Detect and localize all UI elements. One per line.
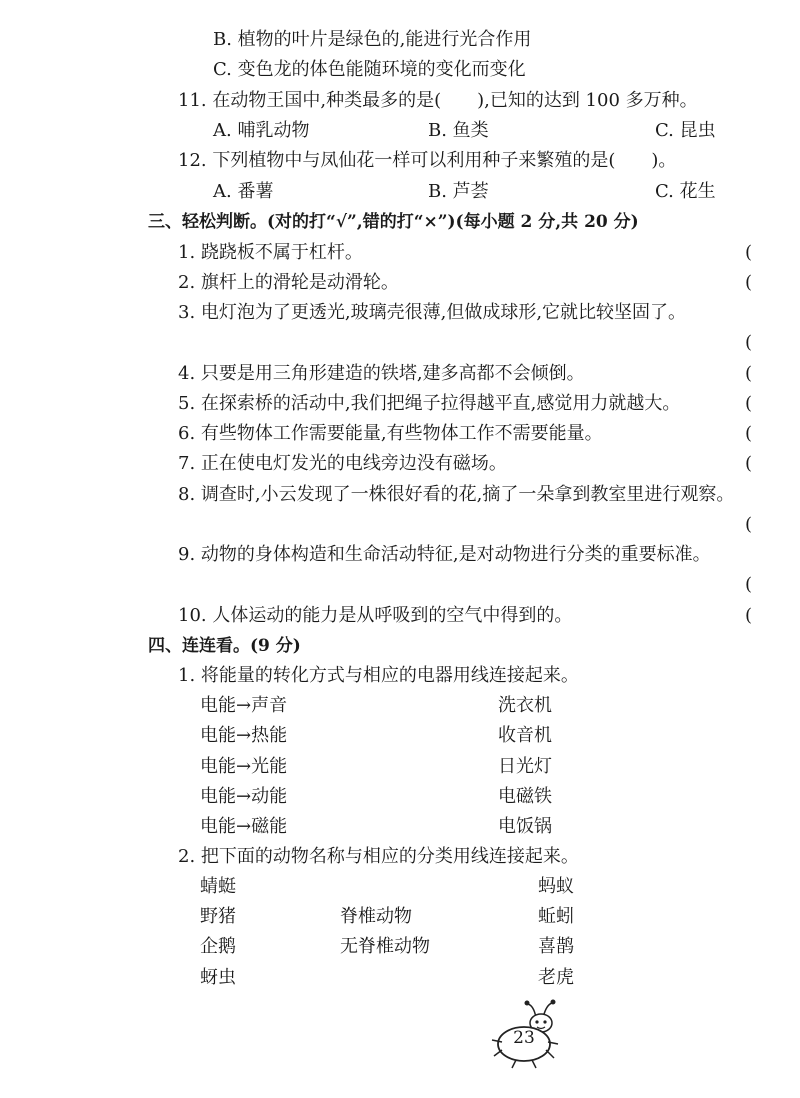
judge-item-3: 3. 电灯泡为了更透光,玻璃壳很薄,但做成球形,它就比较坚固了。	[178, 302, 687, 323]
match1-right-3[interactable]: 日光灯	[498, 756, 552, 777]
match2-left-4[interactable]: 蚜虫	[200, 967, 236, 988]
judge-item-5: 5. 在探索桥的活动中,我们把绳子拉得越平直,感觉用力就越大。	[178, 393, 681, 414]
match1-left-3[interactable]: 电能→光能	[200, 756, 288, 777]
q11-option-a: A. 哺乳动物	[213, 120, 310, 141]
judge-paren-1[interactable]: (	[745, 242, 753, 263]
judge-item-1: 1. 跷跷板不属于杠杆。	[178, 242, 363, 263]
q12-option-a: A. 番薯	[213, 181, 274, 202]
judge-paren-9[interactable]: (	[745, 574, 753, 595]
match1-right-2[interactable]: 收音机	[498, 725, 552, 746]
page-number: 23	[513, 1028, 535, 1048]
section3-title: 三、轻松判断。(对的打“√”,错的打“×”)(每小题 2 分,共 20 分)	[148, 212, 639, 232]
q10-option-c: C. 变色龙的体色能随环境的变化而变化	[213, 59, 526, 80]
match2-left-2[interactable]: 野猪	[200, 906, 236, 927]
match1-left-5[interactable]: 电能→磁能	[200, 816, 288, 837]
match1-right-4[interactable]: 电磁铁	[498, 786, 552, 807]
match1-right-1[interactable]: 洗衣机	[498, 695, 552, 716]
match2-middle-2[interactable]: 无脊椎动物	[340, 936, 430, 957]
judge-item-4: 4. 只要是用三角形建造的铁塔,建多高都不会倾倒。	[178, 363, 585, 384]
match2-left-1[interactable]: 蜻蜓	[200, 876, 236, 897]
judge-paren-4[interactable]: (	[745, 363, 753, 384]
match2-right-4[interactable]: 老虎	[538, 967, 574, 988]
match1-left-1[interactable]: 电能→声音	[200, 695, 288, 716]
q12-stem: 12. 下列植物中与凤仙花一样可以利用种子来繁殖的是( )。	[178, 150, 677, 171]
judge-paren-8[interactable]: (	[745, 514, 753, 535]
q10-option-b: B. 植物的叶片是绿色的,能进行光合作用	[213, 29, 532, 50]
q11-option-b: B. 鱼类	[428, 120, 489, 141]
match2-left-3[interactable]: 企鹅	[200, 936, 236, 957]
judge-paren-5[interactable]: (	[745, 393, 753, 414]
q12-option-c: C. 花生	[655, 181, 716, 202]
judge-paren-2[interactable]: (	[745, 272, 753, 293]
q11-option-c: C. 昆虫	[655, 120, 716, 141]
section4-title: 四、连连看。(9 分)	[148, 636, 301, 656]
match1-right-5[interactable]: 电饭锅	[498, 816, 552, 837]
match1-left-2[interactable]: 电能→热能	[200, 725, 288, 746]
q11-stem: 11. 在动物王国中,种类最多的是( ),已知的达到 100 多万种。	[178, 90, 698, 111]
match1-left-4[interactable]: 电能→动能	[200, 786, 288, 807]
match2-right-1[interactable]: 蚂蚁	[538, 876, 574, 897]
judge-paren-3[interactable]: (	[745, 332, 753, 353]
judge-item-6: 6. 有些物体工作需要能量,有些物体工作不需要能量。	[178, 423, 603, 444]
match2-middle-1[interactable]: 脊椎动物	[340, 906, 412, 927]
judge-item-7: 7. 正在使电灯发光的电线旁边没有磁场。	[178, 453, 507, 474]
page-number-badge	[488, 998, 568, 1072]
judge-item-8: 8. 调查时,小云发现了一株很好看的花,摘了一朵拿到教室里进行观察。	[178, 484, 735, 505]
judge-item-2: 2. 旗杆上的滑轮是动滑轮。	[178, 272, 399, 293]
match2-right-2[interactable]: 蚯蚓	[538, 906, 574, 927]
match1-stem: 1. 将能量的转化方式与相应的电器用线连接起来。	[178, 665, 579, 686]
q12-option-b: B. 芦荟	[428, 181, 489, 202]
judge-item-9: 9. 动物的身体构造和生命活动特征,是对动物进行分类的重要标准。	[178, 544, 711, 565]
match2-stem: 2. 把下面的动物名称与相应的分类用线连接起来。	[178, 846, 579, 867]
judge-paren-7[interactable]: (	[745, 453, 753, 474]
match2-right-3[interactable]: 喜鹊	[538, 936, 574, 957]
judge-item-10: 10. 人体运动的能力是从呼吸到的空气中得到的。	[178, 605, 573, 626]
judge-paren-10[interactable]: (	[745, 605, 753, 626]
judge-paren-6[interactable]: (	[745, 423, 753, 444]
